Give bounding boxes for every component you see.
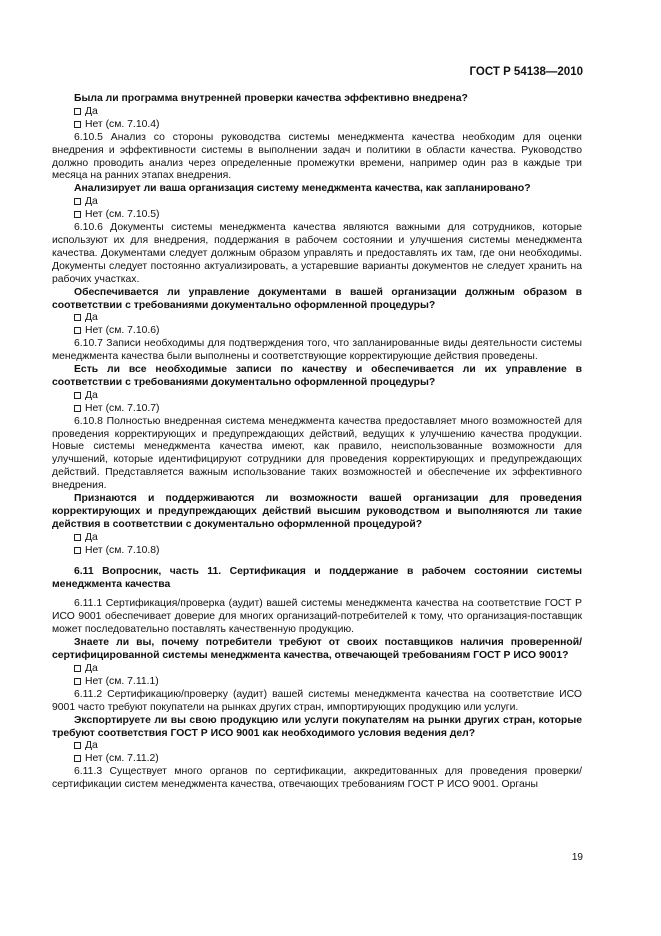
answer-option-label: Да xyxy=(85,196,98,208)
answer-option-label: Да xyxy=(85,105,98,117)
answer-option-label: Нет (см. 7.10.4) xyxy=(85,118,160,130)
paragraph: 6.10.7 Записи необходимы для подтверждения того, что запланированные виды деятельности системы менеджмента качества были выполнены и соответствующие корректирующие действия проведены. xyxy=(52,338,582,363)
answer-option xyxy=(52,753,582,766)
answer-option-label: Да xyxy=(85,740,98,752)
question: Анализирует ли ваша организация систему менеджмента качества, как запланировано? xyxy=(74,183,531,195)
answer-option xyxy=(52,106,582,119)
answer-option-label: Да xyxy=(85,312,98,324)
question: Есть ли все необходимые записи по качеству и обеспечивается ли их управление в соответствии с требованиями документально оформленной процедуры? xyxy=(52,364,582,388)
answer-option xyxy=(52,196,582,209)
answer-option xyxy=(52,545,582,558)
paragraph: 6.10.5 Анализ со стороны руководства системы менеджмента качества необходим для оценки внедрения и эффективности системы в выполнении задач и политики в области качества. Руководство должно проводить анализ через определенные промежутки времени, например один раз в каждые три месяца на ранних этапах внедрения. xyxy=(52,131,582,182)
checkbox-icon xyxy=(74,392,81,399)
answer-option-label: Нет (см. 7.11.2) xyxy=(85,753,159,765)
answer-option xyxy=(52,325,582,338)
answer-option-label: Да xyxy=(85,662,98,674)
question: Обеспечивается ли управление документами в вашей организации должным образом в соответствии с требованиями документально оформленной процедуры? xyxy=(52,286,582,311)
answer-option-label: Нет (см. 7.10.7) xyxy=(85,402,160,414)
paragraph: 6.10.8 Полностью внедренная система менеджмента качества предоставляет много возможностей для проведения корректирующих и предупреждающих действий, ведущих к улучшению качества продукции. Новые системы менеджмента качества имеют, как правило, неиспользованные возможности для улучшений, которые идентифицируют сотрудники для проведения корректирующих и предупреждающих действий. Представляется важным использование таких возможностей и обеспечение их эффективного внедрения. xyxy=(52,415,582,492)
checkbox-icon xyxy=(74,198,81,205)
checkbox-icon xyxy=(74,665,81,672)
checkbox-icon xyxy=(74,547,81,554)
document-code: ГОСТ Р 54138—2010 xyxy=(469,66,583,78)
paragraph: 6.11.1 Сертификация/проверка (аудит) вашей системы менеджмента качества на соответствие ГОСТ Р ИСО 9001 обеспечивает доверие для многих организаций-потребителей к тому, что организация-поставщик может последовательно поставлять качественную продукцию. xyxy=(52,598,582,636)
checkbox-icon xyxy=(74,678,81,685)
paragraph: 6.10.6 Документы системы менеджмента качества являются важными для сотрудников, которые используют их для внедрения, поддержания в рабочем состоянии и улучшения системы менеджмента качества. Документами следует должным образом управлять и предоставлять их там, где они необходимы. Документы следует постоянно актуализировать, а устаревшие варианты документов не следует хранить на рабочих участках. xyxy=(52,222,582,285)
answer-option xyxy=(52,532,582,545)
checkbox-icon xyxy=(74,314,81,321)
answer-option xyxy=(52,403,582,416)
answer-option xyxy=(52,663,582,676)
answer-option-label: Да xyxy=(85,531,98,543)
answer-option xyxy=(52,390,582,403)
question: Была ли программа внутренней проверки качества эффективно внедрена? xyxy=(74,93,468,104)
question: Признаются и поддерживаются ли возможности вашей организации для проведения корректирующих и предупреждающих действий высшим руководством и выполняются ли такие действия в соответствии с документально оформленной процедурой? xyxy=(52,493,582,530)
checkbox-icon xyxy=(74,534,81,541)
answer-option-label: Нет (см. 7.10.5) xyxy=(85,209,160,221)
checkbox-icon xyxy=(74,327,81,334)
section-heading: 6.11 Вопросник, часть 11. Сертификация и поддержание в рабочем состоянии системы менеджмента качества xyxy=(52,565,582,590)
answer-option xyxy=(52,312,582,325)
paragraph: 6.11.3 Существует много органов по сертификации, аккредитованных для проведения проверки/сертификации систем менеджмента качества, отвечающих требованиям ГОСТ Р ИСО 9001. Органы xyxy=(52,766,582,791)
answer-option-label: Нет (см. 7.10.8) xyxy=(85,544,160,556)
checkbox-icon xyxy=(74,211,81,218)
checkbox-icon xyxy=(74,742,81,749)
answer-option-label: Нет (см. 7.11.1) xyxy=(85,675,159,687)
answer-option xyxy=(52,209,582,222)
answer-option-label: Нет (см. 7.10.6) xyxy=(85,325,160,337)
answer-option-label: Да xyxy=(85,389,98,401)
checkbox-icon xyxy=(74,755,81,762)
answer-option xyxy=(52,740,582,753)
question: Экспортируете ли вы свою продукцию или услуги покупателям на рынки других стран, которые требуют соответствия ГОСТ Р ИСО 9001 как необходимого условия ведения дел? xyxy=(52,714,582,739)
checkbox-icon xyxy=(74,405,81,412)
answer-option xyxy=(52,676,582,689)
checkbox-icon xyxy=(74,108,81,115)
answer-option xyxy=(52,119,582,132)
paragraph: 6.11.2 Сертификацию/проверку (аудит) вашей системы менеджмента качества на соответствие ИСО 9001 часто требуют покупатели на рынках других стран, импортирующих продукцию или услуги. xyxy=(52,688,582,713)
page-number: 19 xyxy=(571,852,583,863)
document-body xyxy=(52,93,582,792)
question: Знаете ли вы, почему потребители требуют от своих поставщиков наличия проверенной/сертифицированной системы менеджмента качества, отвечающей требованиям ГОСТ Р ИСО 9001? xyxy=(52,637,582,662)
checkbox-icon xyxy=(74,121,81,128)
